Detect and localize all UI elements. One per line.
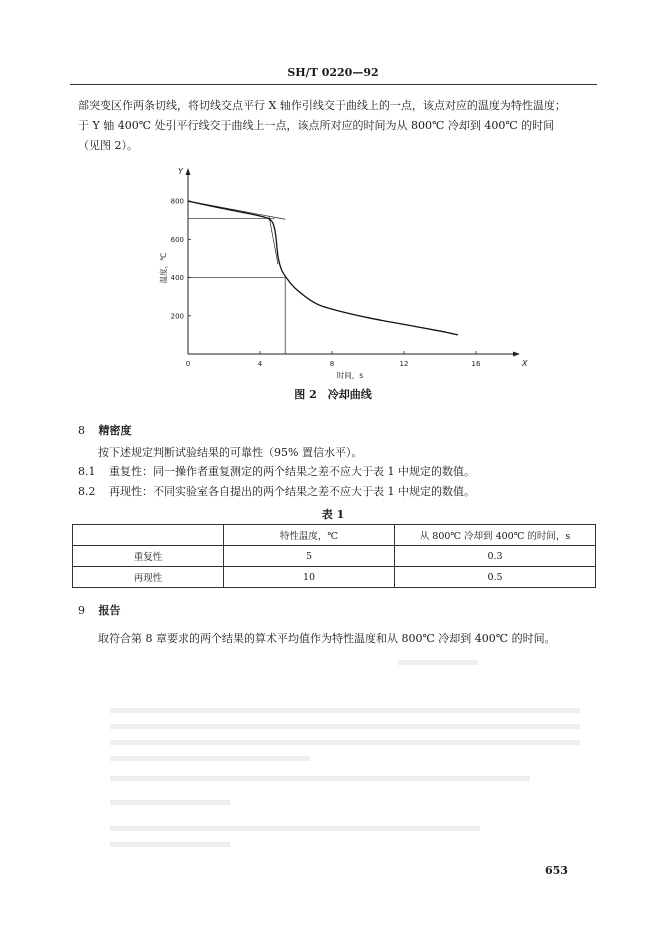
table-header-cell: 从 800℃ 冷却到 400℃ 的时间，s <box>395 525 596 546</box>
x-axis-title: 时间，s <box>336 371 364 380</box>
table-header-row <box>73 525 596 546</box>
item-label: 重复性： <box>109 465 153 478</box>
cooling-curve-chart <box>150 162 530 382</box>
section-9-heading <box>78 602 121 618</box>
table-row <box>73 546 596 567</box>
y-tick-label: 200 <box>170 312 184 321</box>
section-9-number: 9 <box>78 604 85 617</box>
table-1-title: 表 1 <box>321 508 345 521</box>
intro-line-3: （见图 2）。 <box>78 139 138 152</box>
cooling-curve-line <box>188 201 458 335</box>
page-number: 653 <box>545 864 568 877</box>
x-axis-arrow <box>513 352 520 357</box>
intro-paragraph <box>78 96 598 156</box>
table-cell: 重复性 <box>73 546 224 567</box>
y-tick-label: 800 <box>170 197 184 206</box>
x-tick-label: 16 <box>471 360 481 368</box>
x-tick-label: 0 <box>185 360 191 368</box>
x-tick-label: 4 <box>257 360 263 368</box>
y-axis-arrow <box>186 168 191 175</box>
figure-caption: 图 2 冷却曲线 <box>294 388 372 401</box>
section-8-number: 8 <box>78 424 85 437</box>
section-8-1 <box>78 463 475 479</box>
item-number: 8.1 <box>78 465 96 478</box>
x-axis-letter: X <box>522 359 528 368</box>
intro-line-2: 于 Y 轴 400℃ 处引平行线交于曲线上一点，该点所对应的时间为从 800℃ 冷却到 400℃ 的时间 <box>78 119 555 132</box>
intro-line-1: 部突变区作两条切线，将切线交点平行 X 轴作引线交于曲线上的一点，该点对应的温度为特性温度； <box>78 99 566 112</box>
section-8-title: 精密度 <box>98 424 132 437</box>
y-axis-letter: Y <box>178 167 183 176</box>
item-label: 再现性： <box>109 485 153 498</box>
table-header-cell <box>73 525 224 546</box>
y-tick-label: 400 <box>170 274 184 283</box>
section-8-heading <box>78 422 132 438</box>
table-cell: 0.5 <box>395 567 596 588</box>
item-text: 不同实验室各自提出的两个结果之差不应大于表 1 中规定的数值。 <box>153 485 475 498</box>
section-9-text: 取符合第 8 章要求的两个结果的算术平均值作为特性温度和从 800℃ 冷却到 400℃ 的时间。 <box>98 632 556 645</box>
table-1 <box>72 524 596 588</box>
table-cell: 0.3 <box>395 546 596 567</box>
y-axis-title: 温度，℃ <box>159 252 168 284</box>
table-cell: 5 <box>224 546 395 567</box>
item-text: 同一操作者重复测定的两个结果之差不应大于表 1 中规定的数值。 <box>153 465 475 478</box>
table-row <box>73 567 596 588</box>
section-8-2 <box>78 483 475 499</box>
header-title: SH/T 0220—92 <box>287 66 379 79</box>
header-rule <box>70 84 597 85</box>
table-cell: 再现性 <box>73 567 224 588</box>
table-cell: 10 <box>224 567 395 588</box>
y-tick-label: 600 <box>170 235 184 244</box>
x-tick-label: 8 <box>329 360 335 368</box>
section-9-title: 报告 <box>98 604 121 617</box>
item-number: 8.2 <box>78 485 96 498</box>
x-tick-label: 12 <box>399 360 409 368</box>
section-8-intro: 按下述规定判断试验结果的可靠性（95% 置信水平）。 <box>98 446 363 459</box>
table-header-cell: 特性温度，℃ <box>224 525 395 546</box>
